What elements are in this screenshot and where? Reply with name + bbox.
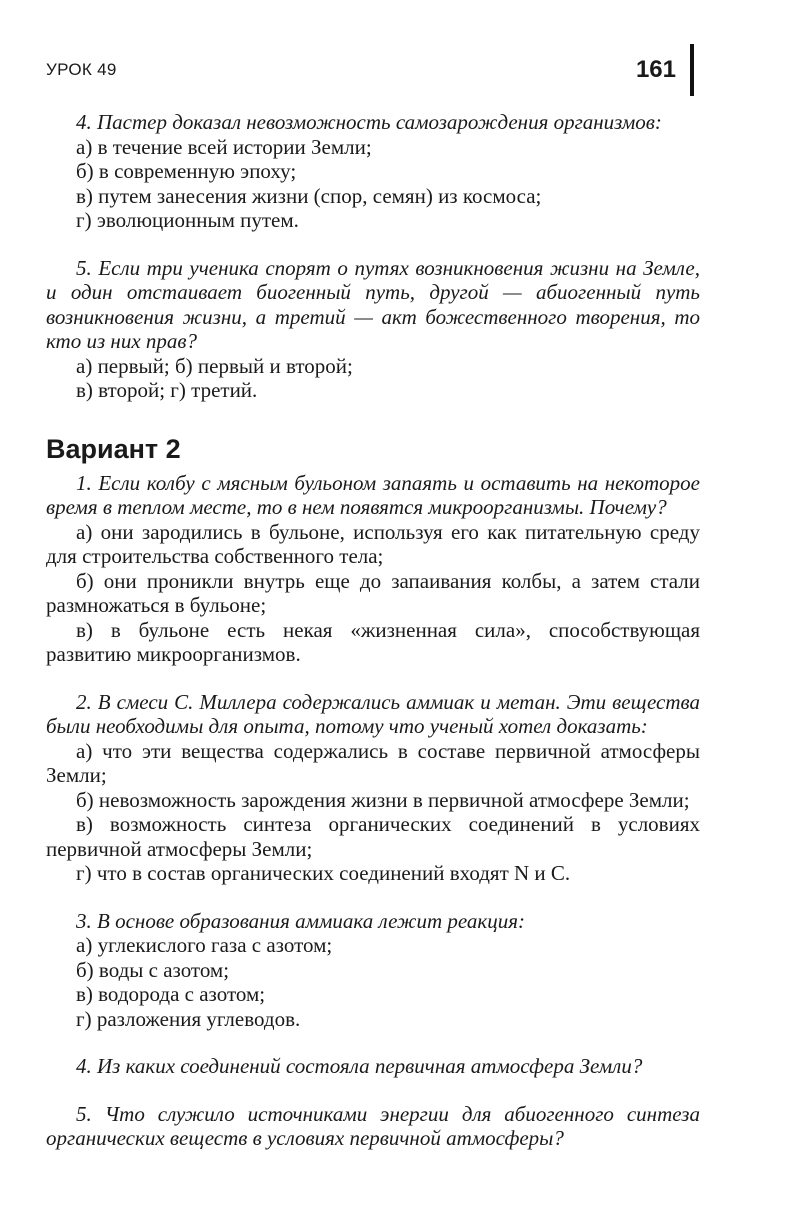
answer-option: а) первый; б) первый и второй; <box>76 353 353 378</box>
answer-option: б) невозможность зарождения жизни в первичной атмосфере Земли; <box>76 787 690 812</box>
question-5: 5. Если три ученика спорят о путях возникновения жизни на Земле, и один отстаивает биогенный путь, другой — абиогенный путь возникновения жизни, а третий — акт божественного творения, то кто из них прав? <box>46 255 700 353</box>
answer-option: в) второй; г) третий. <box>76 378 258 402</box>
answer-option: б) в современную эпоху; <box>76 159 297 183</box>
answer-option: б) они проникли внутрь еще до запаивания колбы, а затем стали размножаться в бульоне; <box>46 568 700 617</box>
answer-option: г) эволюционным путем. <box>76 208 299 232</box>
answer-option: г) что в состав органических соединений входят N и С. <box>76 861 571 885</box>
v2-question-4: 4. Из каких соединений состояла первичная атмосфера Земли? <box>76 1054 643 1078</box>
answer-option: г) разложения углеводов. <box>76 1006 301 1031</box>
running-head: УРОК 49 <box>46 60 117 79</box>
answer-option: в) в бульоне есть некая «жизненная сила», способствующая развитию микроорганизмов. <box>46 617 700 666</box>
question-4: 4. Пастер доказал невозможность самозарождения организмов: <box>76 110 662 134</box>
page-number: 161 <box>635 56 676 83</box>
v2-question-3: 3. В основе образования аммиака лежит реакция: <box>76 908 526 933</box>
answer-option: а) в течение всей истории Земли; <box>76 134 372 159</box>
v2-question-2: 2. В смеси С. Миллера содержались аммиак и метан. Эти вещества были необходимы для опыта, потому что ученый хотел доказать: <box>46 689 700 738</box>
answer-option: в) водорода с азотом; <box>76 982 266 1006</box>
answer-option: а) что эти вещества содержались в составе первичной атмосферы Земли; <box>46 738 700 787</box>
answer-option: б) воды с азотом; <box>76 957 230 982</box>
answer-option: а) углекислого газа с азотом; <box>76 933 333 957</box>
answer-option: а) они зародились в бульоне, используя его как питательную среду для строительства собственного тела; <box>46 519 700 568</box>
v2-question-1: 1. Если колбу с мясным бульоном запаять и оставить на некоторое время в теплом месте, то в нем появятся микроорганизмы. Почему? <box>46 470 700 519</box>
answer-option: в) путем занесения жизни (спор, семян) из космоса; <box>76 183 542 208</box>
v2-question-5: 5. Что служило источниками энергии для абиогенного синтеза органических веществ в условиях первичной атмосферы? <box>46 1101 700 1150</box>
variant-title: Вариант 2 <box>46 433 181 464</box>
header-rule <box>690 44 694 96</box>
page-content <box>46 110 700 1151</box>
answer-option: в) возможность синтеза органических соединений в условиях первичной атмосферы Земли; <box>46 812 700 861</box>
